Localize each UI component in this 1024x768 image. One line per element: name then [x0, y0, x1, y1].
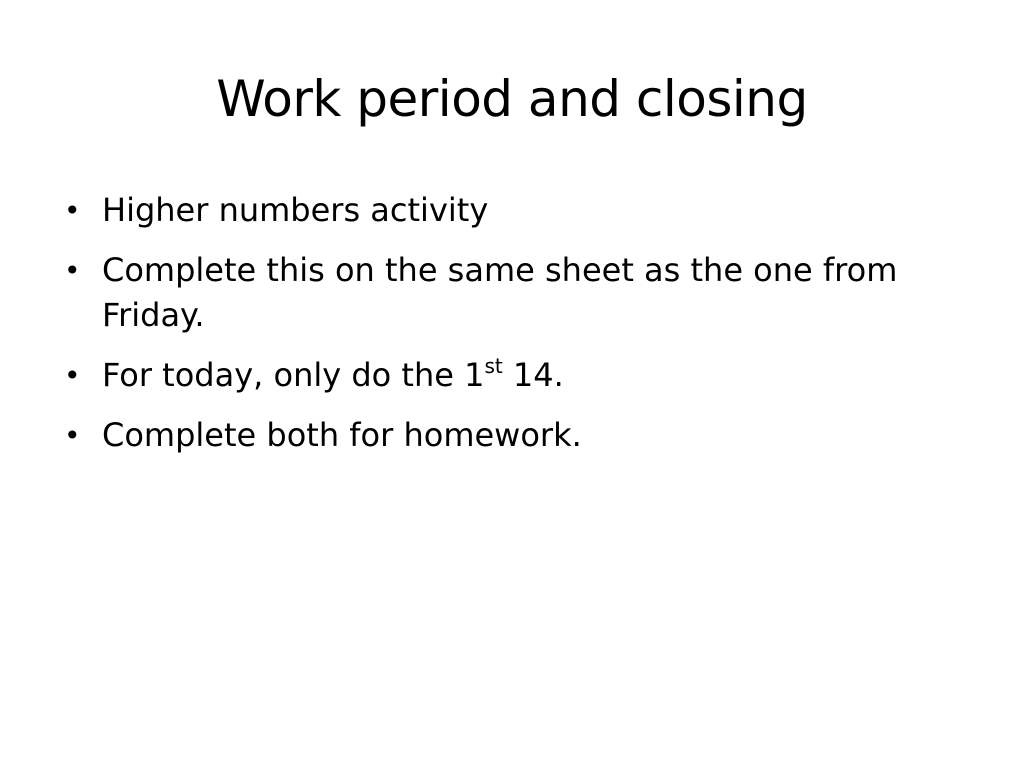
bullet-text: Complete both for homework.: [102, 416, 582, 454]
bullet-icon: •: [64, 254, 81, 287]
slide-title: Work period and closing: [216, 70, 808, 128]
bullet-icon: •: [64, 359, 81, 392]
ordinal-superscript: st: [484, 354, 503, 378]
bullet-text: [102, 356, 564, 394]
bullet-item: [60, 248, 960, 338]
bullet-text-start: For today, only do the 1: [102, 356, 485, 394]
bullet-icon: •: [64, 194, 81, 227]
bullet-text-end: 14.: [502, 356, 564, 394]
bullet-icon: •: [64, 419, 81, 452]
bullet-item: [60, 188, 960, 233]
bullet-item: [60, 353, 960, 398]
bullet-item: [60, 413, 960, 458]
bullet-list: [60, 188, 960, 473]
bullet-text: Complete this on the same sheet as the one from Friday.: [102, 251, 898, 334]
bullet-text: Higher numbers activity: [102, 191, 489, 229]
